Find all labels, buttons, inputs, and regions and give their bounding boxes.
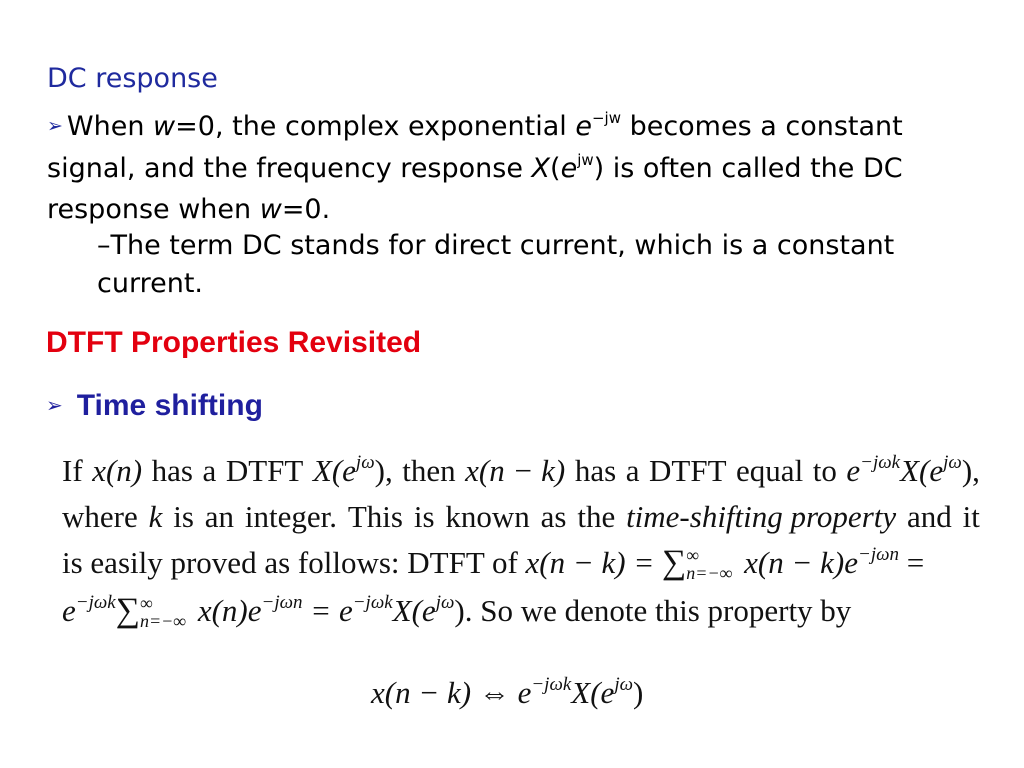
dash-bullet: – bbox=[97, 230, 111, 261]
body-line-1 bbox=[62, 448, 980, 499]
exponent: jw bbox=[577, 150, 594, 169]
word: known bbox=[445, 499, 530, 534]
exponent: −jωk bbox=[860, 452, 901, 473]
math-part: X(e bbox=[900, 453, 944, 488]
exponent: −jωk bbox=[352, 592, 393, 613]
word: integer. bbox=[244, 499, 337, 534]
upper-limit: ∞ bbox=[686, 544, 700, 565]
summation-symbol: ∑ bbox=[662, 544, 687, 581]
text: ). So we denote this property by bbox=[454, 593, 852, 628]
section-heading-dtft-properties: DTFT Properties Revisited bbox=[46, 326, 422, 359]
math-part: ), bbox=[374, 453, 393, 488]
math-part: ), bbox=[961, 453, 980, 488]
exponent: −jωn bbox=[858, 544, 900, 565]
word: a bbox=[202, 453, 217, 488]
term-time-shifting-property: time-shifting property bbox=[626, 499, 897, 534]
summation-symbol: ∑ bbox=[115, 592, 140, 629]
word: it bbox=[962, 499, 980, 534]
word: where bbox=[62, 499, 138, 534]
text: is easily proved as follows: DTFT of bbox=[62, 545, 526, 580]
text: =0, the complex exponential bbox=[175, 111, 576, 142]
math: x(n − k) = bbox=[525, 545, 663, 580]
math: = bbox=[899, 545, 925, 580]
word: If bbox=[62, 453, 83, 488]
word: then bbox=[402, 453, 456, 488]
math: X(e bbox=[571, 675, 615, 710]
exponent: −jw bbox=[591, 109, 621, 127]
math bbox=[313, 448, 393, 499]
math: k bbox=[148, 499, 163, 534]
math: ) bbox=[633, 675, 644, 710]
body-line-3 bbox=[62, 540, 924, 591]
math: X(e bbox=[392, 593, 436, 628]
subheading-time-shifting bbox=[46, 388, 263, 427]
text: The term DC stands for direct current, which is a constant current. bbox=[97, 230, 895, 299]
exponent: −jωn bbox=[261, 592, 303, 613]
math-part: e bbox=[846, 453, 861, 488]
math: e bbox=[62, 593, 76, 628]
text: Time shifting bbox=[76, 389, 263, 422]
var-w: w bbox=[259, 194, 282, 225]
bullet-dc-response bbox=[47, 108, 997, 229]
exponent: jω bbox=[943, 452, 962, 473]
exponent: jω bbox=[614, 674, 634, 695]
word: as bbox=[540, 499, 567, 534]
word: and bbox=[907, 499, 952, 534]
var-e: e bbox=[560, 152, 578, 184]
body-line-4 bbox=[62, 588, 851, 639]
section-heading-dc-response: DC response bbox=[47, 63, 218, 94]
math-part: X(e bbox=[312, 453, 356, 488]
sum-limits bbox=[140, 594, 186, 630]
word: is bbox=[173, 499, 194, 534]
word: has bbox=[574, 453, 617, 488]
exponent: −jωk bbox=[531, 674, 572, 695]
math: = e bbox=[302, 593, 353, 628]
var-w: w bbox=[153, 111, 176, 142]
text: When bbox=[66, 111, 154, 142]
word: has bbox=[151, 453, 193, 488]
math: x(n) bbox=[92, 453, 143, 488]
math: x(n)e bbox=[190, 593, 262, 628]
var-e: e bbox=[575, 111, 592, 142]
word: DTFT bbox=[225, 453, 304, 488]
text: ) is often called the DC response when bbox=[47, 152, 903, 225]
exponent: jω bbox=[355, 452, 375, 473]
exponent: jω bbox=[435, 592, 455, 613]
math bbox=[846, 448, 980, 499]
equation-time-shifting-property bbox=[371, 670, 643, 721]
math: x(n − k) ⇔ e bbox=[371, 675, 532, 710]
arrow-bullet-icon: ➢ bbox=[47, 115, 63, 137]
upper-limit: ∞ bbox=[139, 592, 153, 613]
text: becomes a constant signal, and the frequency response bbox=[47, 111, 903, 184]
body-line-2 bbox=[62, 494, 980, 540]
sum-limits bbox=[686, 546, 732, 582]
word: to bbox=[812, 453, 837, 488]
math: x(n − k)e bbox=[736, 545, 859, 580]
lower-limit: n=−∞ bbox=[139, 610, 187, 631]
exponent: −jωk bbox=[75, 592, 116, 613]
word: equal bbox=[736, 453, 804, 488]
text: =0. bbox=[281, 194, 331, 225]
word: a bbox=[625, 453, 640, 488]
word: is bbox=[413, 499, 435, 534]
word: the bbox=[577, 499, 616, 534]
text: ( bbox=[550, 152, 561, 184]
sub-bullet-dc-definition bbox=[97, 227, 997, 303]
word: an bbox=[204, 499, 235, 534]
math: x(n − k) bbox=[465, 453, 566, 488]
var-X: X bbox=[531, 152, 551, 184]
word: DTFT bbox=[649, 453, 727, 488]
word: This bbox=[347, 499, 403, 534]
arrow-bullet-icon: ➢ bbox=[46, 395, 63, 417]
lower-limit: n=−∞ bbox=[686, 562, 733, 583]
